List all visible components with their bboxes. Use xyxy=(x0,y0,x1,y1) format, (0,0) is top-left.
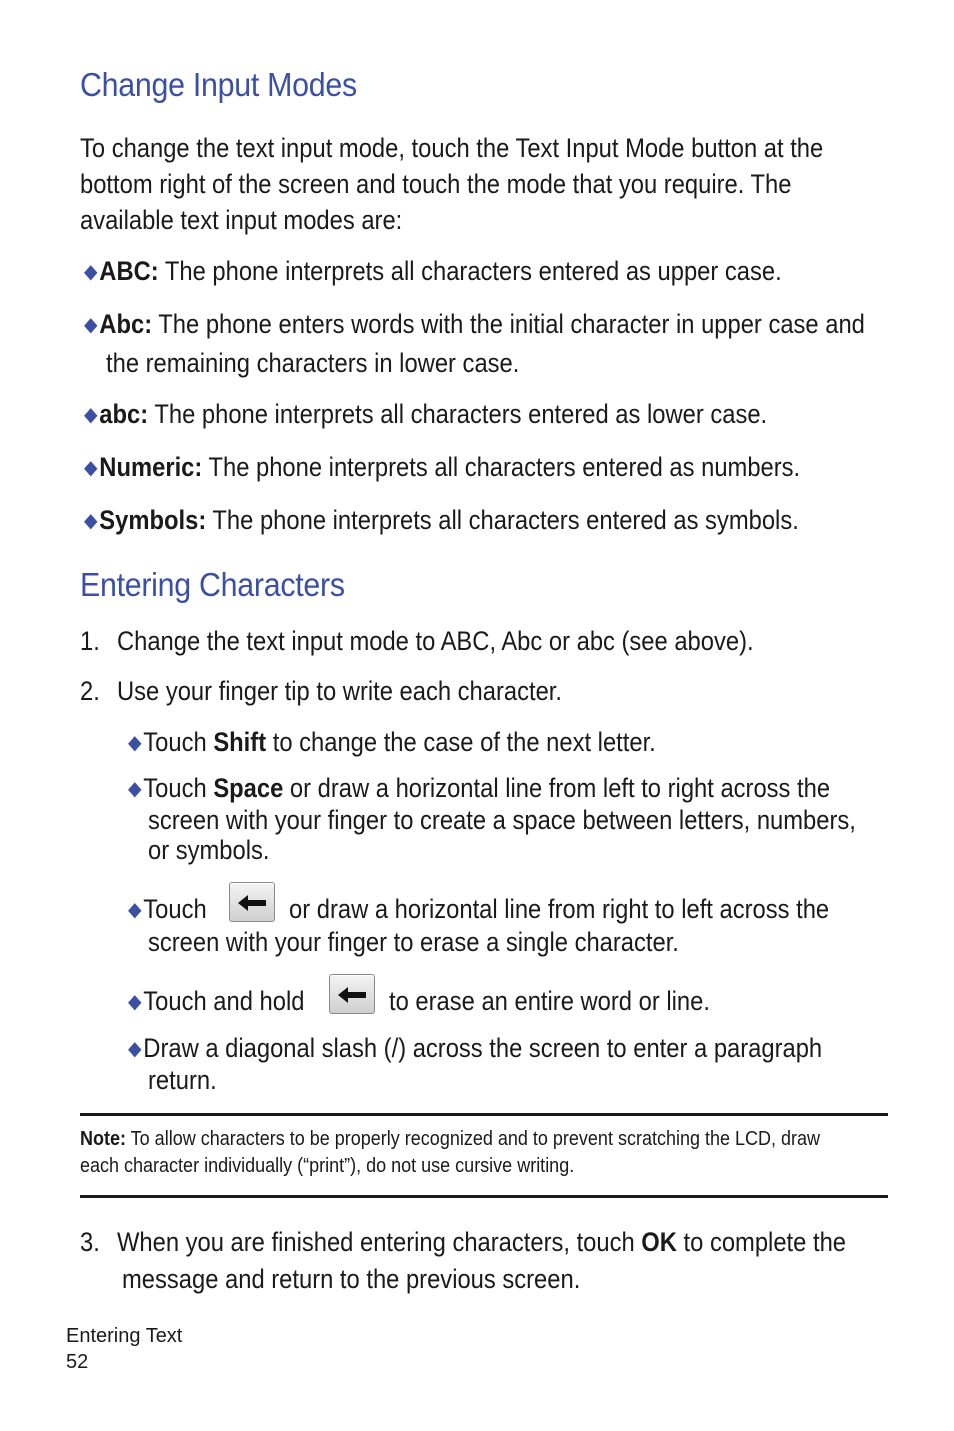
mode-term: ABC: xyxy=(99,256,159,286)
subbullet-hold xyxy=(128,983,304,1022)
subbullet-space-line2: screen with your finger to create a space between letters, numbers, xyxy=(148,805,856,835)
backspace-key-icon xyxy=(229,882,275,922)
note-top-rule xyxy=(80,1113,888,1116)
diamond-bullet-icon: ◆ xyxy=(128,778,142,800)
mode-item-abc-upper xyxy=(84,253,782,292)
diamond-bullet-icon: ◆ xyxy=(84,314,98,336)
heading-change-input-modes: Change Input Modes xyxy=(80,66,357,103)
mode-term: abc: xyxy=(99,399,149,429)
step-text: Use your finger tip to write each character. xyxy=(116,676,563,706)
step-text: When you are finished entering characters, touch xyxy=(116,1227,642,1257)
subbullet-slash-line2: return. xyxy=(148,1065,217,1095)
mode-item-abc-lower xyxy=(84,396,767,435)
backspace-key-icon xyxy=(329,974,375,1014)
step-number: 3. xyxy=(80,1227,100,1257)
step-bold: OK xyxy=(641,1227,677,1257)
step-text: Change the text input mode to ABC, Abc or abc (see above). xyxy=(116,626,754,656)
left-arrow-icon xyxy=(238,894,268,912)
intro-line-3: available text input modes are: xyxy=(80,205,403,235)
mode-term: Abc: xyxy=(99,309,153,339)
subbullet-shift xyxy=(128,724,656,763)
subbullet-text: Draw a diagonal slash (/) across the screen to enter a paragraph xyxy=(143,1033,823,1063)
note-label: Note: xyxy=(80,1128,126,1150)
heading-entering-characters: Entering Characters xyxy=(80,566,345,603)
subbullet-bold: Space xyxy=(213,773,284,803)
mode-item-numeric xyxy=(84,449,800,488)
note-bottom-rule xyxy=(80,1195,888,1198)
step-1 xyxy=(80,623,754,659)
mode-item-symbols xyxy=(84,502,799,541)
step-3 xyxy=(80,1224,846,1260)
mode-desc: The phone interprets all characters entered as upper case. xyxy=(158,256,782,286)
subbullet-slash xyxy=(128,1030,822,1069)
mode-term: Symbols: xyxy=(99,505,207,535)
mode-item-abc-title-line2: the remaining characters in lower case. xyxy=(106,348,520,378)
mode-term: Numeric: xyxy=(99,452,203,482)
subbullet-text: Touch xyxy=(143,727,214,757)
mode-desc: The phone enters words with the initial character in upper case and xyxy=(152,309,865,339)
footer-section-title: Entering Text xyxy=(66,1325,183,1347)
mode-item-abc-title xyxy=(84,306,865,345)
step-number: 1. xyxy=(80,626,100,656)
subbullet-bold: Shift xyxy=(213,727,267,757)
diamond-bullet-icon: ◆ xyxy=(84,261,98,283)
intro-line-2: bottom right of the screen and touch the mode that you require. The xyxy=(80,169,792,199)
step-text: to complete the xyxy=(676,1227,847,1257)
diamond-bullet-icon: ◆ xyxy=(84,404,98,426)
step-number: 2. xyxy=(80,676,100,706)
step-2 xyxy=(80,673,562,709)
note-text: To allow characters to be properly recognized and to prevent scratching the LCD, draw xyxy=(125,1128,821,1150)
diamond-bullet-icon: ◆ xyxy=(128,732,142,754)
subbullet-text: Touch xyxy=(143,773,214,803)
diamond-bullet-icon: ◆ xyxy=(84,457,98,479)
note-line-1 xyxy=(80,1126,820,1153)
subbullet-hold-text: to erase an entire word or line. xyxy=(389,986,710,1016)
intro-line-1: To change the text input mode, touch the Text Input Mode button at the xyxy=(80,133,824,163)
subbullet-text: Touch xyxy=(143,894,207,924)
step-3-line2: message and return to the previous screen. xyxy=(122,1264,581,1294)
left-arrow-icon xyxy=(338,986,368,1004)
subbullet-text: to change the case of the next letter. xyxy=(266,727,656,757)
subbullet-backspace-text: or draw a horizontal line from right to left across the xyxy=(289,894,830,924)
diamond-bullet-icon: ◆ xyxy=(128,991,142,1013)
mode-desc: The phone interprets all characters entered as numbers. xyxy=(202,452,801,482)
mode-desc: The phone interprets all characters entered as lower case. xyxy=(148,399,768,429)
subbullet-text: Touch and hold xyxy=(143,986,305,1016)
subbullet-space-line3: or symbols. xyxy=(148,835,270,865)
diamond-bullet-icon: ◆ xyxy=(84,510,98,532)
subbullet-backspace-line2: screen with your finger to erase a single character. xyxy=(148,927,679,957)
footer-page-number: 52 xyxy=(66,1351,89,1373)
mode-desc: The phone interprets all characters entered as symbols. xyxy=(206,505,799,535)
diamond-bullet-icon: ◆ xyxy=(128,1038,142,1060)
note-line-2: each character individually (“print”), do not use cursive writing. xyxy=(80,1155,575,1177)
subbullet-text: or draw a horizontal line from left to right across the xyxy=(283,773,831,803)
diamond-bullet-icon: ◆ xyxy=(128,899,142,921)
